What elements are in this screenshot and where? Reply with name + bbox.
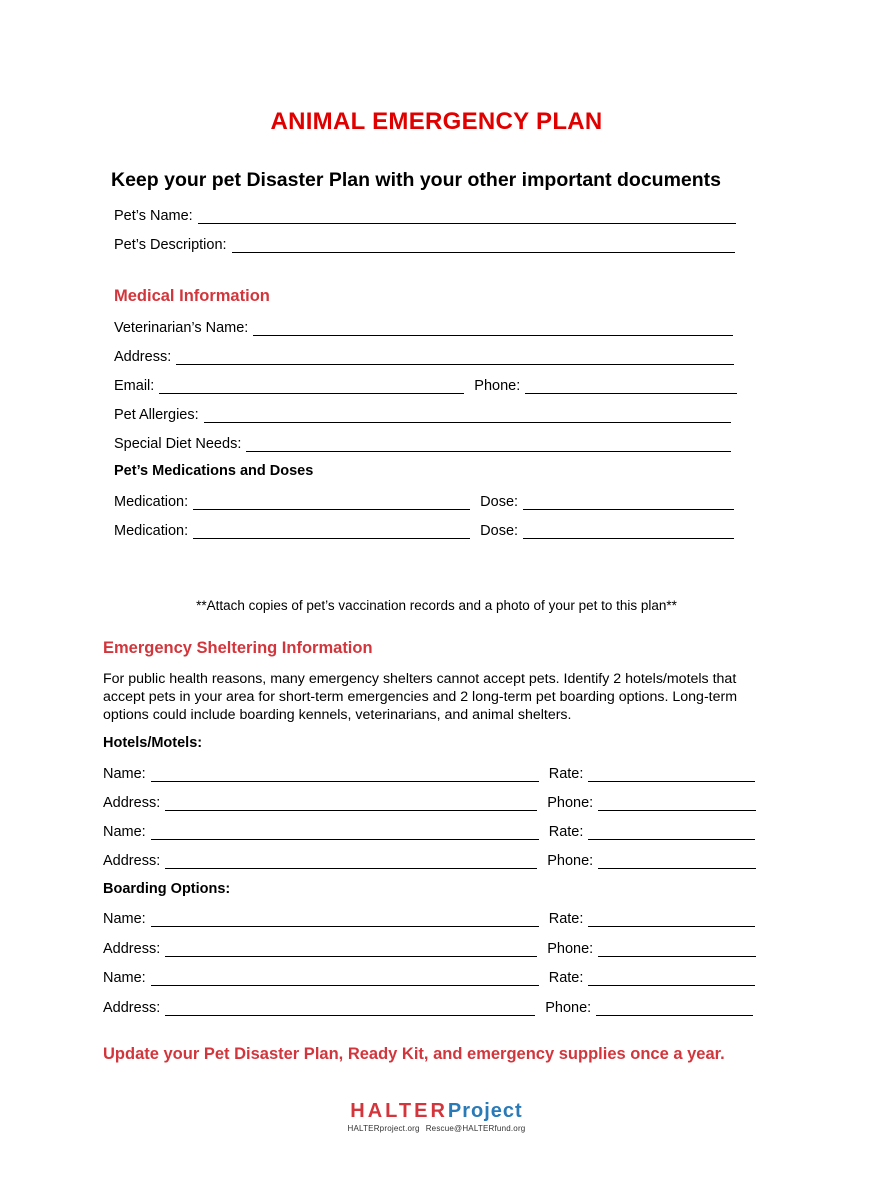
pet-name-label: Pet’s Name: [114, 208, 193, 224]
sheltering-paragraph: For public health reasons, many emergency shelters cannot accept pets. Identify 2 hotels/motels that accept pets in your area for short-term emergencies and 2 long-term pet boarding options. Long-term options could include boarding kennels, veterinarians, and animal shelters. [103, 671, 738, 723]
page-title: ANIMAL EMERGENCY PLAN [270, 108, 603, 135]
sheltering-heading: Emergency Sheltering Information [103, 639, 373, 657]
boarding-address-row [103, 937, 756, 957]
pet-description-row [114, 233, 735, 253]
medication-label: Medication: [114, 494, 189, 510]
boarding-address-field[interactable] [165, 942, 537, 957]
boarding-heading: Boarding Options: [103, 881, 231, 897]
hotel-name-row [103, 820, 755, 840]
pet-name-row [114, 204, 736, 224]
boarding-rate-field[interactable] [588, 971, 755, 986]
hotel-phone-field[interactable] [598, 796, 756, 811]
boarding-name-label: Name: [103, 970, 146, 986]
medication-field[interactable] [193, 524, 470, 539]
dose-label: Dose: [480, 523, 519, 539]
medical-heading: Medical Information [114, 287, 270, 305]
hotel-address-label: Address: [103, 853, 161, 869]
update-note: Update your Pet Disaster Plan, Ready Kit, and emergency supplies once a year. [103, 1045, 725, 1063]
pet-name-field[interactable] [198, 209, 736, 224]
medication-row [114, 519, 734, 539]
halter-logo [0, 1100, 873, 1133]
hotel-address-field[interactable] [165, 854, 537, 869]
vet-name-label: Veterinarian’s Name: [114, 320, 249, 336]
logo-project-text: Project [447, 1100, 523, 1122]
allergies-label: Pet Allergies: [114, 407, 199, 423]
boarding-phone-field[interactable] [598, 942, 756, 957]
medication-field[interactable] [193, 495, 470, 510]
hotel-name-row [103, 762, 755, 782]
attach-note: **Attach copies of pet’s vaccination records and a photo of your pet to this plan** [196, 598, 677, 613]
hotel-address-field[interactable] [165, 796, 537, 811]
medication-row [114, 490, 734, 510]
hotel-phone-label: Phone: [547, 795, 594, 811]
boarding-address-field[interactable] [165, 1001, 535, 1016]
boarding-address-label: Address: [103, 1000, 161, 1016]
logo-halter-text: HALTER [350, 1100, 448, 1122]
boarding-name-row [103, 907, 755, 927]
pet-description-label: Pet’s Description: [114, 237, 227, 253]
hotels-heading: Hotels/Motels: [103, 735, 203, 751]
vet-address-label: Address: [114, 349, 172, 365]
diet-row [114, 432, 731, 452]
allergies-field[interactable] [204, 408, 731, 423]
boarding-rate-field[interactable] [588, 912, 755, 927]
boarding-rate-label: Rate: [548, 970, 584, 986]
diet-label: Special Diet Needs: [114, 436, 242, 452]
hotel-name-field[interactable] [151, 767, 539, 782]
boarding-phone-field[interactable] [596, 1001, 753, 1016]
hotel-rate-field[interactable] [588, 825, 755, 840]
diet-field[interactable] [246, 437, 731, 452]
vet-email-label: Email: [114, 378, 155, 394]
vet-email-phone-row [114, 374, 737, 394]
hotel-address-row [103, 849, 756, 869]
boarding-address-row [103, 996, 753, 1016]
hotel-address-row [103, 791, 756, 811]
hotel-rate-label: Rate: [548, 766, 584, 782]
hotel-address-label: Address: [103, 795, 161, 811]
logo-email: Rescue@HALTERfund.org [425, 1124, 526, 1133]
allergies-row [114, 403, 731, 423]
hotel-name-label: Name: [103, 766, 146, 782]
vet-address-row [114, 345, 734, 365]
dose-field[interactable] [523, 524, 734, 539]
pet-description-field[interactable] [232, 238, 735, 253]
vet-phone-label: Phone: [474, 378, 521, 394]
hotel-name-field[interactable] [151, 825, 539, 840]
page-subtitle: Keep your pet Disaster Plan with your other important documents [111, 169, 722, 191]
logo-site: HALTERproject.org [347, 1124, 420, 1133]
boarding-phone-label: Phone: [547, 941, 594, 957]
vet-name-field[interactable] [253, 321, 733, 336]
hotel-phone-field[interactable] [598, 854, 756, 869]
hotel-name-label: Name: [103, 824, 146, 840]
hotel-phone-label: Phone: [547, 853, 594, 869]
vet-address-field[interactable] [176, 350, 734, 365]
medications-heading: Pet’s Medications and Doses [114, 463, 314, 479]
hotel-rate-label: Rate: [548, 824, 584, 840]
hotel-rate-field[interactable] [588, 767, 755, 782]
boarding-name-field[interactable] [151, 912, 539, 927]
boarding-name-row [103, 966, 755, 986]
logo-wordmark [0, 1100, 873, 1123]
boarding-phone-label: Phone: [545, 1000, 592, 1016]
logo-contacts [0, 1124, 873, 1133]
vet-email-field[interactable] [159, 379, 464, 394]
dose-label: Dose: [480, 494, 519, 510]
vet-phone-field[interactable] [525, 379, 737, 394]
medication-label: Medication: [114, 523, 189, 539]
vet-name-row [114, 316, 733, 336]
boarding-rate-label: Rate: [548, 911, 584, 927]
dose-field[interactable] [523, 495, 734, 510]
boarding-name-field[interactable] [151, 971, 539, 986]
boarding-address-label: Address: [103, 941, 161, 957]
boarding-name-label: Name: [103, 911, 146, 927]
